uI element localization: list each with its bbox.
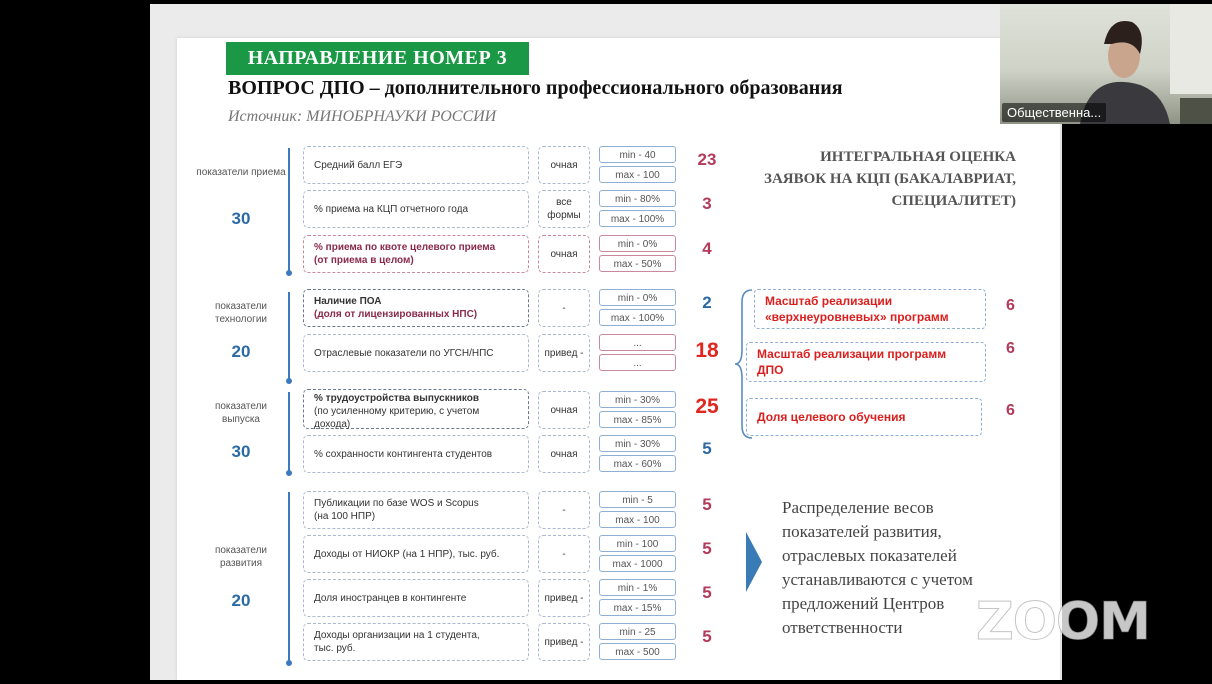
group-label-development: показатели развития (214, 545, 268, 569)
group-line-dot (286, 470, 292, 476)
indicator-name: % трудоустройства выпускников (314, 393, 480, 404)
indicator-name: % сохранности контингента студентов (314, 448, 493, 460)
chevron-right-icon (746, 532, 762, 592)
indicator-score: 5 (702, 539, 712, 558)
presentation-slide (150, 4, 1062, 680)
range-min: min - 40 (599, 146, 676, 163)
study-form: очная (538, 391, 590, 429)
group-line (288, 292, 290, 380)
study-form: очная (538, 146, 590, 184)
indicator-score: 5 (702, 583, 712, 602)
range-max: max - 1000 (599, 555, 676, 572)
group-label-graduation: показатели выпуска (214, 401, 268, 425)
group-line (288, 392, 290, 472)
indicator-ege-score (303, 146, 529, 184)
direction-header: НАПРАВЛЕНИЕ НОМЕР 3 (226, 42, 529, 75)
integral-assessment-title: ИНТЕГРАЛЬНАЯ ОЦЕНКА ЗАЯВОК НА КЦП (БАКАЛАВРИАТ, СПЕЦИАЛИТЕТ) (764, 149, 1016, 209)
indicator-subtitle: (доля от лицензированных НПС) (314, 309, 478, 320)
group-weight-development: 20 (231, 591, 251, 610)
indicator-score: 4 (702, 239, 712, 258)
participant-video[interactable] (1000, 4, 1212, 124)
indicator-score: 23 (697, 150, 717, 169)
indicator-score: 5 (702, 439, 712, 458)
range-max: max - 100% (599, 210, 676, 227)
indicator-name: Средний балл ЕГЭ (314, 159, 403, 171)
indicator-subtitle: (на 100 НПР) (314, 511, 376, 522)
indicator-name: Отраслевые показатели по УГСН/НПС (314, 347, 494, 359)
indicator-target-quota (303, 235, 529, 273)
criterion-value: 6 (1006, 297, 1015, 314)
indicator-employment (303, 389, 529, 429)
indicator-retention (303, 435, 529, 473)
group-label-technology: показатели технологии (214, 301, 268, 325)
group-line (288, 492, 290, 662)
criterion-target-training: Доля целевого обучения (746, 398, 982, 436)
indicator-name: % приема по квоте целевого приема (314, 242, 496, 253)
range-max: max - 100 (599, 166, 676, 183)
range-min: min - 0% (599, 289, 676, 306)
indicator-score: 3 (702, 194, 712, 213)
indicator-publications (303, 491, 529, 529)
range-min: min - 30% (599, 391, 676, 408)
indicator-score: 25 (695, 395, 719, 418)
indicator-name: Наличие ПОА (314, 296, 382, 307)
range-max: max - 85% (599, 411, 676, 428)
range-min: min - 25 (599, 623, 676, 640)
range-min: min - 0% (599, 235, 676, 252)
criterion-top-level-programs: Масштаб реализации «верхнеуровневых» программ (754, 289, 986, 329)
study-form: очная (538, 435, 590, 473)
indicator-income-per-student (303, 623, 529, 661)
source-note: Источник: МИНОБРНАУКИ РОССИИ (228, 108, 497, 125)
range-max: max - 60% (599, 455, 676, 472)
range-max: ... (599, 354, 676, 371)
group-weight-technology: 20 (231, 342, 251, 361)
range-min: min - 80% (599, 190, 676, 207)
group-weight-reception: 30 (231, 209, 251, 228)
range-min: min - 100 (599, 535, 676, 552)
study-form: все формы (538, 190, 590, 228)
indicator-score: 5 (702, 495, 712, 514)
indicator-subtitle: (по усиленному критерию, с учетом дохода) (314, 406, 480, 430)
criterion-value: 6 (1006, 402, 1015, 419)
distribution-note: Распределение весов показателей развития, отраслевых показателей устанавливаются с учетом предложений Центров ответственности (782, 498, 973, 637)
indicator-rnd-income (303, 535, 529, 573)
range-max: max - 50% (599, 255, 676, 272)
criterion-value: 6 (1006, 340, 1015, 357)
indicator-score: 2 (702, 293, 712, 312)
range-min: min - 1% (599, 579, 676, 596)
indicator-name: % приема на КЦП отчетного года (314, 203, 469, 215)
indicator-score: 5 (702, 627, 712, 646)
group-line-dot (286, 660, 292, 666)
range-min: min - 5 (599, 491, 676, 508)
range-max: max - 100 (599, 511, 676, 528)
participant-name: Общественна... (1002, 103, 1106, 122)
indicator-industry (303, 334, 529, 372)
indicator-poa (303, 289, 529, 327)
study-form: привед - (538, 579, 590, 617)
study-form: очная (538, 235, 590, 273)
study-form: - (538, 535, 590, 573)
indicator-foreign-students (303, 579, 529, 617)
group-line (288, 148, 290, 272)
indicator-name: Доходы организации на 1 студента, (314, 630, 480, 641)
slide-title: ВОПРОС ДПО – дополнительного профессионального образования (228, 77, 843, 99)
indicator-name: Публикации по базе WOS и Scopus (314, 498, 479, 509)
group-line-dot (286, 270, 292, 276)
indicator-subtitle: (от приема в целом) (314, 255, 414, 266)
range-max: max - 15% (599, 599, 676, 616)
indicator-score: 18 (695, 339, 719, 362)
study-form: - (538, 491, 590, 529)
zoom-watermark: ZOOM (976, 592, 1150, 652)
group-line-dot (286, 378, 292, 384)
study-form: привед - (538, 334, 590, 372)
range-max: max - 500 (599, 643, 676, 660)
group-weight-graduation: 30 (231, 442, 251, 461)
study-form: привед - (538, 623, 590, 661)
indicator-name: Доходы от НИОКР (на 1 НПР), тыс. руб. (314, 548, 500, 560)
indicator-kcp-admission (303, 190, 529, 228)
indicator-name: Доля иностранцев в контингенте (314, 592, 467, 604)
group-label-reception: показатели приема (196, 167, 286, 178)
criterion-dpo-programs: Масштаб реализации программ ДПО (746, 342, 986, 382)
indicator-subtitle: тыс. руб. (314, 643, 356, 654)
range-min: ... (599, 334, 676, 351)
study-form: - (538, 289, 590, 327)
range-min: min - 30% (599, 435, 676, 452)
range-max: max - 100% (599, 309, 676, 326)
